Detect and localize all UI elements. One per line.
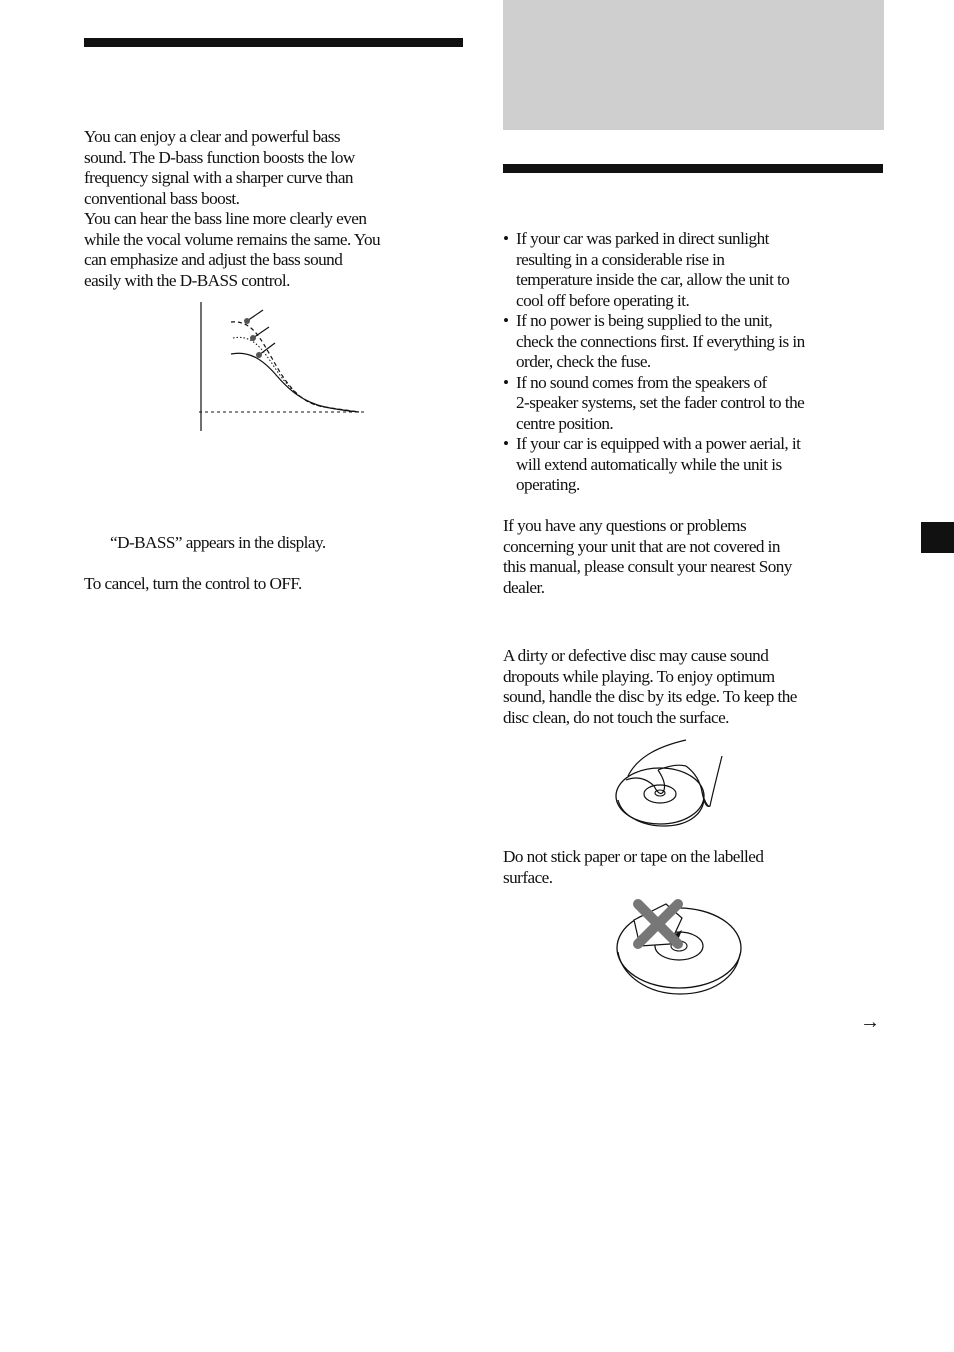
line: can emphasize and adjust the bass sound bbox=[84, 250, 343, 269]
disc-no-sticker-icon bbox=[612, 896, 747, 1001]
line: resulting in a considerable rise in bbox=[516, 249, 725, 269]
d-bass-intro bbox=[84, 127, 464, 291]
line: concerning your unit that are not covered in bbox=[503, 536, 780, 556]
line: operating. bbox=[516, 475, 580, 494]
line: while the vocal volume remains the same. You bbox=[84, 229, 381, 249]
line: temperature inside the car, allow the unit to bbox=[516, 270, 790, 289]
line: • If your car was parked in direct sunlight bbox=[516, 229, 769, 248]
cancel-note: To cancel, turn the control to OFF. bbox=[84, 574, 302, 593]
line: sound, handle the disc by its edge. To keep the bbox=[503, 687, 797, 706]
section-header-box bbox=[503, 0, 884, 130]
line: frequency signal with a sharper curve than bbox=[84, 168, 353, 187]
line: • If your car is equipped with a power aerial, it bbox=[516, 434, 801, 453]
line: conventional bass boost. bbox=[84, 188, 240, 208]
line: • If no power is being supplied to the unit, bbox=[516, 311, 773, 330]
side-tab-marker bbox=[921, 522, 954, 553]
precautions-list bbox=[503, 229, 873, 496]
continue-arrow-icon: → bbox=[860, 1011, 880, 1033]
line: cool off before operating it. bbox=[516, 290, 690, 310]
line: A dirty or defective disc may cause sound bbox=[503, 646, 769, 665]
line: Do not stick paper or tape on the labelled bbox=[503, 847, 764, 866]
line: centre position. bbox=[516, 413, 614, 433]
line: sound. The D-bass function boosts the low bbox=[84, 147, 355, 167]
line: • If no sound comes from the speakers of bbox=[516, 372, 767, 392]
line: 2-speaker systems, set the fader control to the bbox=[516, 393, 805, 412]
line: will extend automatically while the unit is bbox=[516, 454, 782, 474]
list-item bbox=[503, 311, 873, 373]
left-header-rule bbox=[84, 38, 463, 47]
line: dealer. bbox=[503, 577, 545, 597]
list-item bbox=[503, 373, 873, 435]
hand-holding-disc-icon bbox=[612, 736, 727, 831]
line: surface. bbox=[503, 867, 553, 887]
line: disc clean, do not touch the surface. bbox=[503, 707, 729, 727]
line: check the connections first. If everything is in bbox=[516, 331, 805, 351]
line: You can hear the bass line more clearly even bbox=[84, 209, 367, 228]
line: If you have any questions or problems bbox=[503, 516, 747, 535]
list-item bbox=[503, 434, 873, 496]
line: You can enjoy a clear and powerful bass bbox=[84, 127, 341, 146]
right-header-rule bbox=[503, 164, 883, 173]
line: order, check the fuse. bbox=[516, 352, 651, 371]
line: this manual, please consult your nearest Sony bbox=[503, 557, 792, 576]
sticker-paragraph bbox=[503, 847, 873, 888]
line: easily with the D-BASS control. bbox=[84, 270, 290, 290]
questions-paragraph bbox=[503, 516, 873, 598]
display-note: “D-BASS” appears in the display. bbox=[110, 533, 326, 552]
line: dropouts while playing. To enjoy optimum bbox=[503, 666, 775, 686]
list-item bbox=[503, 229, 873, 311]
disc-handling-paragraph bbox=[503, 646, 873, 728]
bass-curve-icon bbox=[195, 298, 370, 433]
